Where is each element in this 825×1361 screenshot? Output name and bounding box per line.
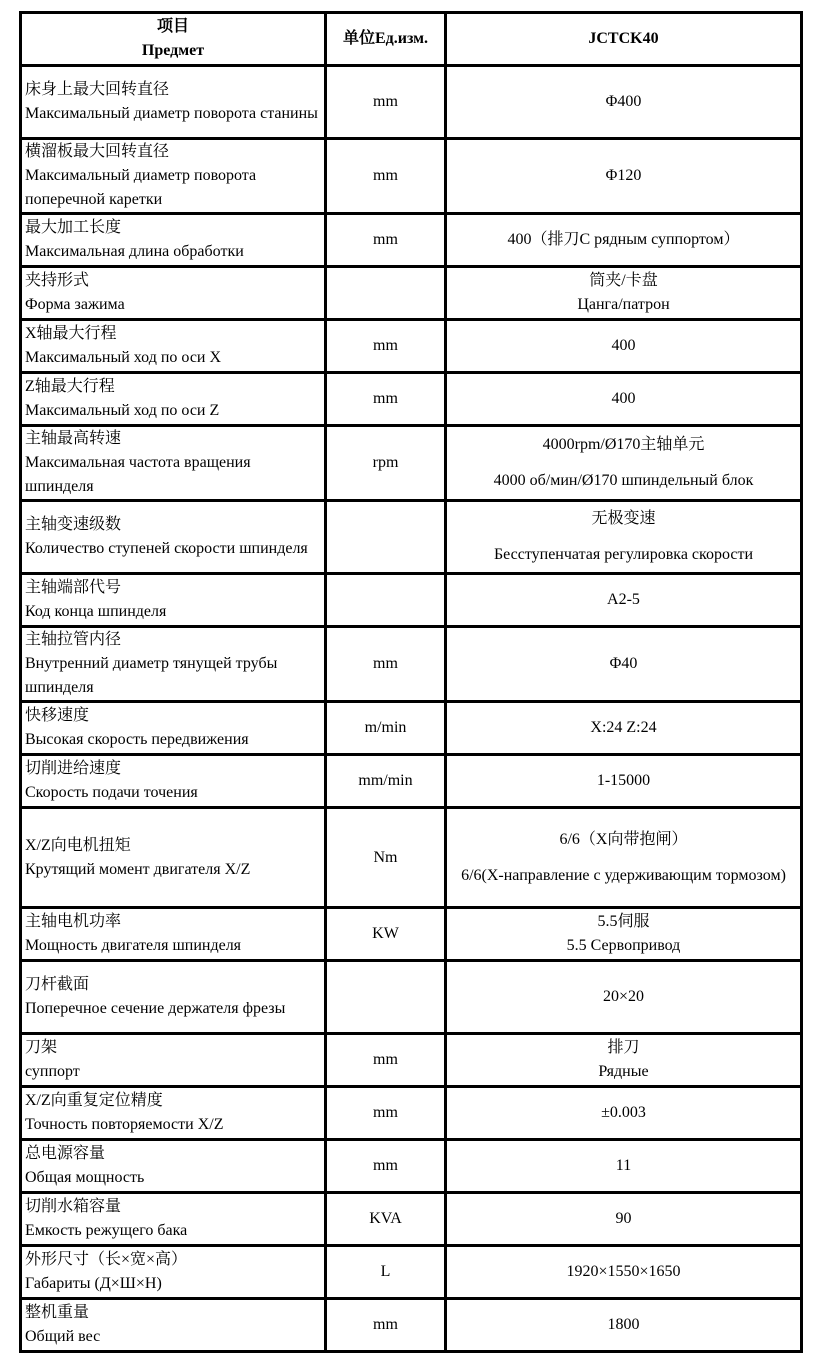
value-line: A2-5 — [607, 591, 640, 608]
item-ru: Максимальная частота вращения шпинделя — [25, 454, 251, 495]
value-line: 1920×1550×1650 — [566, 1263, 681, 1280]
item-cell — [21, 1299, 326, 1352]
value-line: 5.5伺服 — [597, 913, 650, 930]
value-line: 4000rpm/Ø170主轴单元 — [542, 436, 705, 453]
table-row — [21, 574, 802, 627]
table-row — [21, 426, 802, 501]
item-ru: Высокая скорость передвижения — [25, 731, 249, 748]
item-ru: Внутренний диаметр тянущей трубы шпинделя — [25, 655, 278, 696]
value-line: ±0.003 — [601, 1104, 646, 1121]
value-cell — [446, 1246, 802, 1299]
unit-cell — [326, 267, 446, 320]
item-ru: Крутящий момент двигателя X/Z — [25, 860, 251, 878]
table-row — [21, 66, 802, 139]
item-zh: 切削水箱容量 — [25, 1198, 122, 1215]
item-ru: Мощность двигателя шпинделя — [25, 937, 242, 954]
item-cell — [21, 1140, 326, 1193]
item-cell — [21, 574, 326, 627]
value-cell — [446, 627, 802, 702]
value-line: 筒夹/卡盘 — [589, 272, 658, 289]
unit-cell: mm — [326, 1087, 446, 1140]
item-cell — [21, 702, 326, 755]
value-cell — [446, 426, 802, 501]
value-cell — [446, 267, 802, 320]
unit-cell: m/min — [326, 702, 446, 755]
item-zh: 横溜板最大回转直径 — [25, 143, 170, 160]
item-zh: X轴最大行程 — [25, 325, 117, 342]
item-zh: 夹持形式 — [25, 272, 90, 289]
unit-cell: KW — [326, 908, 446, 961]
item-zh: X/Z向重复定位精度 — [25, 1092, 163, 1109]
item-zh: 主轴变速级数 — [25, 516, 122, 533]
value-cell — [446, 1193, 802, 1246]
table-row — [21, 1299, 802, 1352]
header-model: JCTCK40 — [446, 13, 802, 66]
spec-table — [19, 11, 803, 1353]
item-cell — [21, 1193, 326, 1246]
header-item-ru: Предмет — [141, 42, 205, 59]
table-row — [21, 1246, 802, 1299]
item-zh: 主轴拉管内径 — [25, 631, 122, 648]
item-zh: 主轴最高转速 — [25, 430, 122, 447]
value-line: 400（排刀С рядным суппортом） — [507, 231, 740, 248]
item-zh: 刀杆截面 — [25, 976, 90, 993]
value-cell — [446, 702, 802, 755]
item-cell — [21, 961, 326, 1034]
value-cell — [446, 1087, 802, 1140]
value-line: Φ40 — [609, 655, 638, 672]
unit-cell: mm — [326, 1140, 446, 1193]
item-ru: Максимальный ход по оси Z — [25, 402, 220, 419]
value-line: Рядные — [598, 1063, 649, 1080]
item-ru: Точность повторяемости X/Z — [25, 1116, 224, 1133]
value-line: Φ120 — [605, 167, 642, 184]
unit-cell: rpm — [326, 426, 446, 501]
item-ru: Общая мощность — [25, 1169, 145, 1186]
item-ru: Поперечное сечение держателя фрезы — [25, 1000, 286, 1017]
unit-cell: mm — [326, 320, 446, 373]
item-cell — [21, 627, 326, 702]
item-cell — [21, 214, 326, 267]
item-ru: Габариты (Д×Ш×Н) — [25, 1275, 162, 1292]
table-row — [21, 501, 802, 574]
value-line: 90 — [615, 1210, 632, 1227]
item-cell — [21, 808, 326, 908]
table-row — [21, 961, 802, 1034]
table-row — [21, 214, 802, 267]
item-ru: Скорость подачи точения — [25, 784, 198, 801]
value-line: 无极变速 — [591, 510, 656, 527]
header-item-zh: 项目 — [156, 18, 189, 35]
unit-cell — [326, 574, 446, 627]
item-ru: Емкость режущего бака — [25, 1222, 188, 1239]
item-cell — [21, 501, 326, 574]
unit-cell: mm — [326, 1034, 446, 1087]
unit-cell — [326, 961, 446, 1034]
value-cell — [446, 320, 802, 373]
unit-cell: mm — [326, 66, 446, 139]
table-row — [21, 702, 802, 755]
value-cell — [446, 961, 802, 1034]
table-row — [21, 1034, 802, 1087]
value-line: 排刀 — [607, 1039, 640, 1056]
item-cell — [21, 320, 326, 373]
item-zh: 总电源容量 — [25, 1145, 106, 1162]
value-line: 4000 об/мин/Ø170 шпиндельный блок — [493, 472, 754, 489]
value-cell — [446, 1140, 802, 1193]
unit-cell: mm — [326, 627, 446, 702]
value-line: 6/6（X向带抱闸） — [559, 830, 688, 848]
item-zh: X/Z向电机扭矩 — [25, 836, 131, 854]
value-line: 1-15000 — [596, 772, 651, 789]
table-row — [21, 1140, 802, 1193]
item-cell — [21, 1034, 326, 1087]
value-cell — [446, 501, 802, 574]
value-line: 400 — [611, 390, 636, 407]
item-zh: 刀架 — [25, 1039, 58, 1056]
item-ru: Общий вес — [25, 1328, 101, 1345]
item-zh: 最大加工长度 — [25, 219, 122, 236]
table-row — [21, 755, 802, 808]
item-cell — [21, 1087, 326, 1140]
value-cell — [446, 1034, 802, 1087]
value-line: Φ400 — [605, 93, 642, 110]
unit-cell: mm — [326, 373, 446, 426]
table-row — [21, 1193, 802, 1246]
value-line: 20×20 — [602, 988, 645, 1005]
unit-cell — [326, 501, 446, 574]
table-row — [21, 139, 802, 214]
item-zh: 快移速度 — [25, 707, 90, 724]
unit-cell: KVA — [326, 1193, 446, 1246]
table-row — [21, 320, 802, 373]
table-row — [21, 908, 802, 961]
item-cell — [21, 755, 326, 808]
value-line: 5.5 Сервопривод — [566, 937, 681, 954]
unit-cell: Nm — [326, 808, 446, 908]
item-ru: Максимальная длина обработки — [25, 243, 244, 260]
item-zh: Z轴最大行程 — [25, 378, 115, 395]
item-ru: Код конца шпинделя — [25, 603, 167, 620]
item-cell — [21, 267, 326, 320]
value-cell — [446, 908, 802, 961]
table-row — [21, 267, 802, 320]
table-row — [21, 808, 802, 908]
item-cell — [21, 66, 326, 139]
item-ru: суппорт — [25, 1063, 80, 1080]
value-line: 11 — [615, 1157, 632, 1174]
unit-cell: mm — [326, 214, 446, 267]
value-cell — [446, 755, 802, 808]
item-ru: Максимальный ход по оси X — [25, 349, 222, 366]
item-zh: 整机重量 — [25, 1304, 90, 1321]
item-zh: 主轴电机功率 — [25, 913, 122, 930]
item-cell — [21, 426, 326, 501]
item-zh: 床身上最大回转直径 — [25, 81, 170, 98]
value-cell — [446, 808, 802, 908]
table-row — [21, 1087, 802, 1140]
item-ru: Максимальный диаметр поворота станины — [25, 105, 318, 122]
unit-cell: mm — [326, 139, 446, 214]
item-ru: Количество ступеней скорости шпинделя — [25, 540, 308, 557]
table-row — [21, 373, 802, 426]
item-cell — [21, 1246, 326, 1299]
item-cell — [21, 373, 326, 426]
item-ru: Форма зажима — [25, 296, 125, 313]
value-cell — [446, 373, 802, 426]
value-line: Бесступенчатая регулировка скорости — [493, 546, 754, 563]
header-unit: 单位Ед.изм. — [326, 13, 446, 66]
item-zh: 主轴端部代号 — [25, 579, 122, 596]
unit-cell: mm/min — [326, 755, 446, 808]
header-item — [21, 13, 326, 66]
unit-cell: mm — [326, 1299, 446, 1352]
table-row — [21, 627, 802, 702]
value-line: Цанга/патрон — [577, 296, 670, 313]
value-line: X:24 Z:24 — [590, 719, 657, 736]
item-cell — [21, 908, 326, 961]
value-cell — [446, 214, 802, 267]
item-zh: 切削进给速度 — [25, 760, 122, 777]
item-zh: 外形尺寸（长×宽×高） — [25, 1251, 188, 1268]
value-cell — [446, 139, 802, 214]
value-line: 1800 — [607, 1316, 640, 1333]
value-cell — [446, 66, 802, 139]
value-cell — [446, 574, 802, 627]
item-cell — [21, 139, 326, 214]
value-line: 6/6(X-направление с удерживающим тормозом) — [461, 866, 786, 884]
value-line: 400 — [611, 337, 636, 354]
value-cell — [446, 1299, 802, 1352]
unit-cell: L — [326, 1246, 446, 1299]
item-ru: Максимальный диаметр поворота поперечной каретки — [25, 167, 257, 208]
header-row — [21, 13, 802, 66]
